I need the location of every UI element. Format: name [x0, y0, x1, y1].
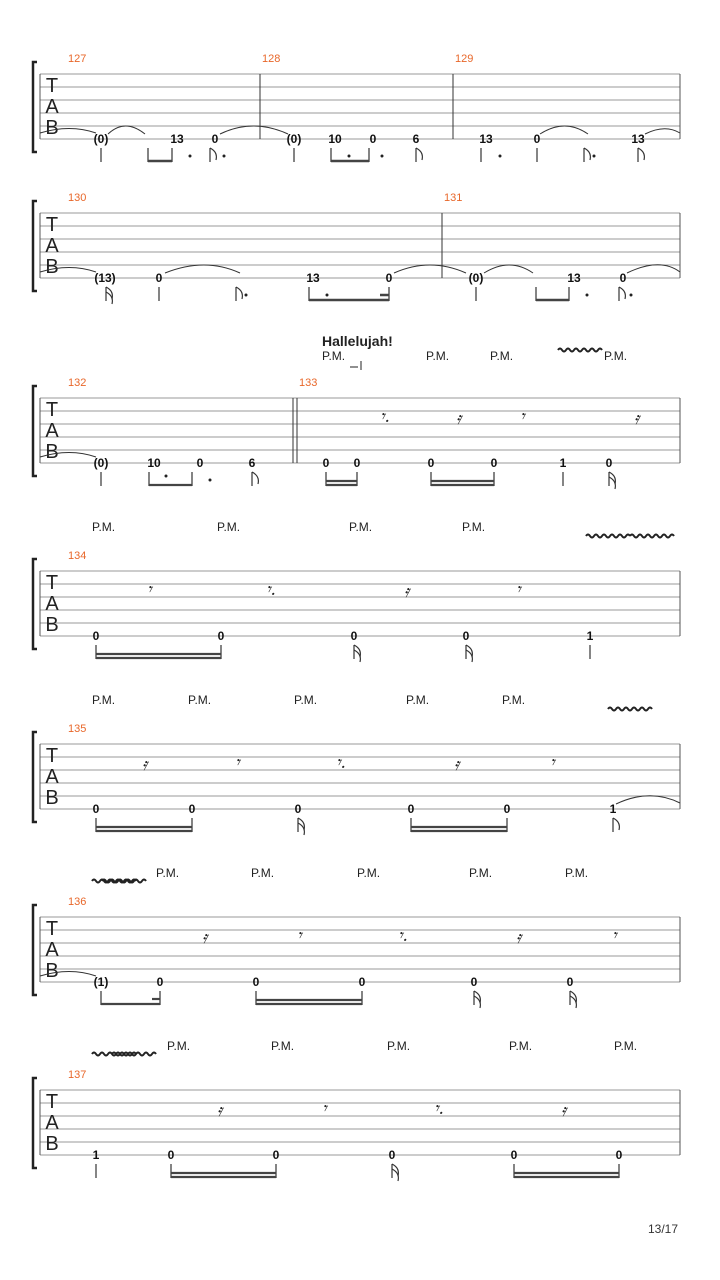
tie [108, 126, 145, 134]
tab-clef-t: T [45, 572, 59, 594]
palm-mute: P.M. [387, 1039, 411, 1053]
beams [171, 1173, 619, 1177]
system-7 [33, 1069, 680, 1181]
tab-clef-b: B [45, 787, 59, 809]
fret-number: 0 [388, 1148, 396, 1162]
palm-mute: P.M. [92, 693, 116, 707]
palm-mute: P.M. [462, 520, 486, 534]
staff-lines [33, 732, 680, 822]
palm-mute: P.M. [406, 693, 430, 707]
measure-number: 136 [68, 896, 87, 908]
fret-number: 13 [631, 132, 645, 146]
tab-clef-a: A [45, 766, 59, 788]
fret-number: 0 [615, 1148, 623, 1162]
tie [484, 265, 533, 273]
fret-number: 0 [252, 975, 260, 989]
note-stems [106, 287, 625, 304]
tab-clef-a: A [45, 939, 59, 961]
tie [540, 126, 588, 134]
fret-number: 13 [170, 132, 184, 146]
fret-number: 0 [92, 802, 100, 816]
rest: 𝄾. [336, 753, 346, 773]
fret-number: 6 [412, 132, 420, 146]
measure-number: 127 [68, 53, 87, 65]
rest: 𝄿 [516, 928, 522, 948]
system-3 [33, 377, 680, 489]
tab-clef-a: A [45, 235, 59, 257]
fret-number: 1 [609, 802, 617, 816]
fret-number: 0 [619, 271, 627, 285]
beams [309, 295, 569, 300]
palm-mute: P.M. [217, 520, 241, 534]
rest: 𝄾 [612, 926, 617, 946]
fret-number: 0 [385, 271, 393, 285]
fret-number: 6 [248, 456, 256, 470]
system-4 [33, 550, 680, 662]
fret-number: (0) [468, 271, 484, 285]
rest: 𝄾. [266, 580, 276, 600]
dots [165, 475, 212, 482]
palm-mute: P.M. [156, 866, 180, 880]
pm-extent [350, 361, 361, 370]
palm-mute: P.M. [92, 520, 116, 534]
tab-clef-t: T [45, 399, 59, 421]
vibrato [558, 349, 602, 352]
tab-clef-b: B [45, 441, 59, 463]
tie [165, 265, 240, 273]
palm-mute: P.M. [614, 1039, 638, 1053]
fret-number: 0 [490, 456, 498, 470]
system-6 [33, 896, 680, 1008]
tab-clef-t: T [45, 1091, 59, 1113]
measure-number: 134 [68, 550, 87, 562]
measure-number: 130 [68, 192, 87, 204]
palm-mute: P.M. [349, 520, 373, 534]
fret-number: 0 [470, 975, 478, 989]
measure-number: 128 [262, 53, 281, 65]
fret-number: 13 [306, 271, 320, 285]
fret-number: 0 [605, 456, 613, 470]
palm-mute: P.M. [509, 1039, 533, 1053]
beams [96, 827, 507, 831]
flags [210, 148, 644, 160]
rest: 𝄾 [322, 1099, 327, 1119]
tab-clef-a: A [45, 96, 59, 118]
vibrato [586, 535, 630, 538]
tab-clef-t: T [45, 214, 59, 236]
fret-number: 0 [167, 1148, 175, 1162]
fret-number: 1 [586, 629, 594, 643]
tab-clef-a: A [45, 1112, 59, 1134]
palm-mute: P.M. [322, 349, 346, 363]
tie [394, 265, 466, 273]
fret-number: (1) [93, 975, 109, 989]
fret-number: 0 [211, 132, 219, 146]
fret-number: 13 [479, 132, 493, 146]
note-stems [101, 148, 638, 162]
staff-lines [33, 62, 680, 152]
measure-number: 131 [444, 192, 463, 204]
measure-number: 137 [68, 1069, 87, 1081]
staff-lines [33, 201, 680, 291]
fret-number: 0 [510, 1148, 518, 1162]
beams [149, 481, 494, 485]
staff-lines [33, 905, 680, 995]
rest: 𝄿 [217, 1101, 223, 1121]
fret-number: 0 [533, 132, 541, 146]
dots [189, 155, 596, 158]
fret-number: 0 [358, 975, 366, 989]
palm-mute: P.M. [426, 349, 450, 363]
tie [627, 265, 680, 273]
fret-number: 0 [272, 1148, 280, 1162]
tab-clef-t: T [45, 75, 59, 97]
fret-number: 10 [328, 132, 342, 146]
palm-mute: P.M. [167, 1039, 191, 1053]
fret-number: 0 [566, 975, 574, 989]
rest: 𝄾. [434, 1099, 444, 1119]
palm-mute: P.M. [469, 866, 493, 880]
fret-number: 10 [147, 456, 161, 470]
rest: 𝄾 [550, 753, 555, 773]
fret-number: 0 [462, 629, 470, 643]
rest: 𝄾 [520, 407, 525, 427]
tab-clef-b: B [45, 614, 59, 636]
note-stems [101, 472, 615, 489]
fret-number: 0 [322, 456, 330, 470]
tab-clef-b: B [45, 960, 59, 982]
page-number: 13/17 [647, 1222, 678, 1236]
fret-number: 0 [369, 132, 377, 146]
rest: 𝄿 [454, 755, 460, 775]
system-1 [33, 53, 680, 162]
vibrato [630, 535, 674, 538]
palm-mute: P.M. [604, 349, 628, 363]
fret-number: 1 [559, 456, 567, 470]
fret-number: 0 [294, 802, 302, 816]
fret-number: 1 [92, 1148, 100, 1162]
rest: 𝄿 [561, 1101, 567, 1121]
tab-clef-t: T [45, 745, 59, 767]
palm-mute: P.M. [294, 693, 318, 707]
rest: 𝄾 [235, 753, 240, 773]
fret-number: 0 [92, 629, 100, 643]
palm-mute: P.M. [251, 866, 275, 880]
rest: 𝄾 [516, 580, 521, 600]
tab-clef-a: A [45, 593, 59, 615]
fret-number: 0 [353, 456, 361, 470]
fret-number: 0 [156, 975, 164, 989]
rest: 𝄿 [202, 928, 208, 948]
text-annotation: Hallelujah! [322, 333, 393, 349]
palm-mute: P.M. [357, 866, 381, 880]
beams [101, 999, 362, 1004]
measure-number: 129 [455, 53, 474, 65]
system-2 [33, 192, 680, 304]
tab-clef-b: B [45, 1133, 59, 1155]
fret-number: (0) [286, 132, 302, 146]
fret-number: (13) [94, 271, 116, 285]
tie [616, 796, 680, 804]
vibrato [608, 708, 652, 711]
fret-number: 0 [427, 456, 435, 470]
fret-number: 0 [155, 271, 163, 285]
staff-lines [33, 1078, 680, 1168]
rest: 𝄾 [147, 580, 152, 600]
fret-number: 0 [350, 629, 358, 643]
measure-number: 133 [299, 377, 318, 389]
palm-mute: P.M. [271, 1039, 295, 1053]
rest: 𝄾 [297, 926, 302, 946]
palm-mute: P.M. [188, 693, 212, 707]
palm-mute: P.M. [502, 693, 526, 707]
fret-number: 0 [503, 802, 511, 816]
tab-clef-b: B [45, 256, 59, 278]
tab-clef-a: A [45, 420, 59, 442]
fret-number: 0 [188, 802, 196, 816]
tie [645, 129, 680, 134]
rest: 𝄾. [380, 407, 390, 427]
palm-mute: P.M. [565, 866, 589, 880]
fret-number: 0 [217, 629, 225, 643]
fret-number: 0 [407, 802, 415, 816]
rest: 𝄿 [404, 582, 410, 602]
rest: 𝄾. [398, 926, 408, 946]
rest: 𝄿 [142, 755, 148, 775]
tab-clef-t: T [45, 918, 59, 940]
measure-number: 132 [68, 377, 87, 389]
rest: 𝄿 [634, 409, 640, 429]
tab-clef-b: B [45, 117, 59, 139]
rest: 𝄿 [456, 409, 462, 429]
fret-number: 0 [196, 456, 204, 470]
beams [96, 654, 221, 658]
fret-number: (0) [93, 456, 109, 470]
measure-number: 135 [68, 723, 87, 735]
dots [245, 294, 633, 297]
fret-number: (0) [93, 132, 109, 146]
palm-mute: P.M. [490, 349, 514, 363]
fret-number: 13 [567, 271, 581, 285]
system-5 [33, 723, 680, 835]
tie [220, 126, 288, 134]
